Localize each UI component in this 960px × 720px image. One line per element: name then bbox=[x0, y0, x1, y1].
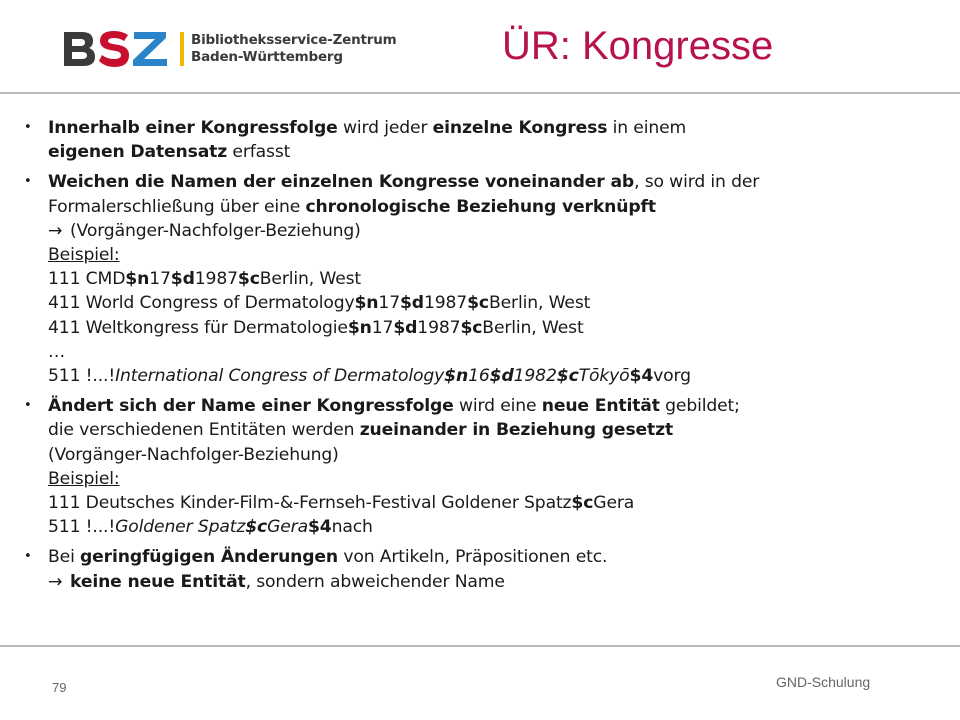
text-segment: erfasst bbox=[227, 142, 291, 163]
text-line bbox=[48, 545, 937, 569]
text-segment: einzelne Kongress bbox=[432, 118, 608, 138]
text-segment: $n bbox=[354, 293, 379, 314]
text-line bbox=[48, 340, 937, 364]
logo-text bbox=[180, 32, 397, 66]
bullet-item bbox=[22, 116, 937, 164]
bullet-dot: • bbox=[24, 120, 32, 135]
text-segment: $n bbox=[444, 366, 469, 387]
header-divider bbox=[0, 92, 960, 94]
text-segment: 16 bbox=[468, 366, 490, 387]
text-segment: Gera bbox=[593, 493, 635, 514]
text-segment: International Congress of Dermatology bbox=[115, 366, 445, 387]
text-segment: 17 bbox=[149, 269, 171, 290]
text-segment: wird eine bbox=[453, 396, 542, 417]
text-segment: $4 bbox=[629, 366, 654, 387]
text-segment: gebildet; bbox=[659, 396, 740, 417]
text-segment: $d bbox=[170, 269, 195, 290]
text-segment: Gera bbox=[267, 517, 308, 538]
text-segment: $c bbox=[460, 317, 483, 338]
text-line bbox=[48, 267, 937, 291]
footer-label: GND-Schulung bbox=[776, 674, 871, 690]
text-segment: 411 Weltkongress für Dermatologie bbox=[48, 317, 348, 338]
text-segment: $c bbox=[237, 269, 260, 290]
logo-accent-bar bbox=[180, 32, 184, 66]
text-line bbox=[48, 570, 937, 594]
text-line bbox=[48, 515, 937, 539]
example-label: Beispiel: bbox=[48, 468, 120, 489]
text-segment: vorg bbox=[653, 366, 691, 387]
bullet-item bbox=[22, 545, 937, 593]
text-segment: Berlin, West bbox=[259, 269, 362, 290]
text-segment: … bbox=[48, 341, 66, 362]
text-segment: $n bbox=[125, 269, 150, 290]
text-segment: 1982 bbox=[513, 366, 557, 387]
text-segment: eigenen Datensatz bbox=[48, 142, 228, 163]
text-segment: keine neue Entität bbox=[70, 571, 246, 592]
text-segment: zueinander in Beziehung gesetzt bbox=[359, 420, 674, 441]
text-segment: in einem bbox=[607, 118, 687, 138]
text-segment: , sondern abweichender Name bbox=[245, 571, 505, 592]
text-segment: $d bbox=[399, 293, 424, 314]
text-line bbox=[48, 364, 937, 388]
logo-line-2: Baden-Württemberg bbox=[191, 49, 343, 65]
text-segment: $c bbox=[467, 293, 489, 314]
text-segment: (Vorgänger-Nachfolger-Beziehung) bbox=[70, 220, 361, 241]
text-segment: 17 bbox=[371, 317, 394, 338]
text-line bbox=[48, 116, 937, 140]
arrow-icon: → bbox=[48, 220, 63, 241]
text-segment: $d bbox=[393, 317, 418, 338]
text-segment: 17 bbox=[378, 293, 400, 314]
page-number: 79 bbox=[52, 680, 67, 695]
text-segment: 111 CMD bbox=[48, 269, 126, 290]
text-segment: , so wird in der bbox=[634, 172, 760, 193]
text-segment: $c bbox=[571, 493, 594, 514]
text-line bbox=[48, 316, 937, 340]
bullet-item bbox=[22, 170, 937, 388]
text-segment: Formalerschließung über eine bbox=[48, 196, 306, 217]
logo-line-1: Bibliotheksservice-Zentrum bbox=[191, 32, 397, 48]
text-segment: 411 World Congress of Dermatology bbox=[48, 293, 355, 314]
text-segment: Goldener Spatz bbox=[115, 517, 246, 538]
bullet-item bbox=[22, 394, 937, 539]
text-segment: Berlin, West bbox=[482, 317, 584, 338]
text-segment: 111 Deutsches Kinder-Film-&-Fernseh-Festival Goldener Spatz bbox=[48, 493, 572, 514]
text-line bbox=[48, 219, 937, 243]
text-line bbox=[48, 443, 937, 467]
text-segment: Berlin, West bbox=[488, 293, 591, 314]
bsz-logo bbox=[62, 26, 397, 72]
text-segment: Tōkyō bbox=[578, 366, 630, 387]
text-segment: $4 bbox=[307, 517, 332, 538]
text-line bbox=[48, 195, 937, 219]
bullet-dot: • bbox=[24, 174, 32, 190]
text-segment: von Artikeln, Präpositionen etc. bbox=[338, 547, 608, 568]
text-segment: wird jeder bbox=[337, 118, 433, 138]
text-segment: $c bbox=[245, 517, 268, 538]
bullet-dot: • bbox=[24, 549, 32, 565]
text-segment: 1987 bbox=[194, 269, 238, 290]
text-segment: neue Entität bbox=[541, 396, 660, 417]
text-segment: Bei bbox=[48, 547, 81, 568]
text-segment: 1987 bbox=[417, 317, 461, 338]
text-segment: 511 !...! bbox=[48, 517, 116, 538]
text-line bbox=[48, 140, 937, 164]
footer-divider bbox=[0, 645, 960, 647]
text-segment: $c bbox=[556, 366, 579, 387]
page-title: ÜR: Kongresse bbox=[502, 24, 774, 68]
text-line bbox=[48, 491, 937, 515]
text-segment: Weichen die Namen der einzelnen Kongresse voneinander ab bbox=[48, 172, 635, 193]
text-segment: 1987 bbox=[423, 293, 468, 314]
text-segment: (Vorgänger-Nachfolger-Beziehung) bbox=[48, 444, 339, 465]
text-segment: Innerhalb einer Kongressfolge bbox=[48, 118, 338, 138]
text-line bbox=[48, 243, 937, 267]
text-line bbox=[48, 394, 937, 418]
text-segment: nach bbox=[331, 517, 373, 538]
slide-content bbox=[22, 116, 937, 600]
text-segment: 511 !...! bbox=[48, 366, 116, 387]
text-line bbox=[48, 170, 937, 194]
arrow-icon: → bbox=[48, 571, 63, 592]
text-segment: die verschiedenen Entitäten werden bbox=[48, 420, 360, 441]
text-segment: chronologische Beziehung verknüpft bbox=[305, 196, 656, 217]
text-segment: $n bbox=[347, 317, 372, 338]
text-segment: $d bbox=[489, 366, 514, 387]
text-segment: geringfügigen Änderungen bbox=[80, 547, 339, 568]
bullet-dot: • bbox=[24, 398, 32, 414]
text-segment: Ändert sich der Name einer Kongressfolge bbox=[48, 396, 454, 417]
bsz-logo-mark bbox=[62, 29, 170, 69]
text-line bbox=[48, 418, 937, 442]
text-line bbox=[48, 291, 937, 315]
text-line bbox=[48, 467, 937, 491]
example-label: Beispiel: bbox=[48, 245, 120, 266]
